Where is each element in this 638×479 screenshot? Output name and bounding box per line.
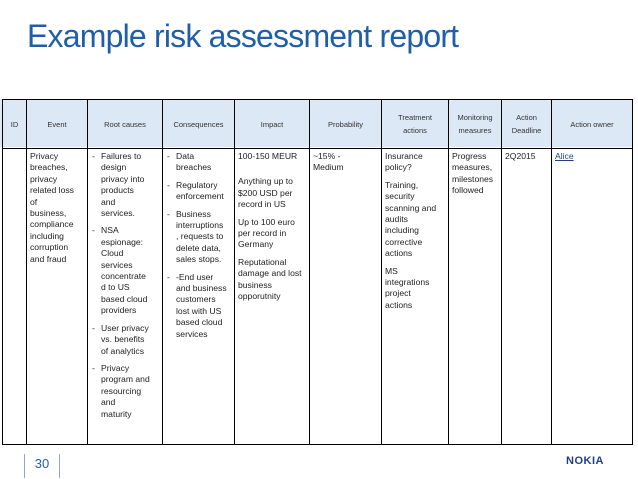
consequence-item: - -End user and business customers lost with US based cloud services xyxy=(166,272,231,340)
cell-probability: ~15% - Medium xyxy=(310,149,382,445)
root-cause-item: - Failures to design privacy into products and services. xyxy=(91,151,159,219)
column-header-event: Event xyxy=(27,100,88,149)
page-number-right-divider xyxy=(59,454,60,478)
table-row xyxy=(3,149,633,445)
impact-item: Up to 100 euro per record in Germany xyxy=(238,216,295,250)
column-header-action-deadline: Action Deadline xyxy=(502,100,552,149)
page-title: Example risk assessment report xyxy=(27,18,459,54)
root-cause-item: - Privacy program and resourcing and maturity xyxy=(91,363,159,420)
page-number-text: 30 xyxy=(34,456,50,471)
cell-root-causes xyxy=(88,149,163,445)
cell-event: Privacy breaches, privacy related loss of business, compliance including corruption and fraud xyxy=(27,149,88,445)
column-header-root-causes: Root causes xyxy=(88,100,163,149)
treatment-item: MS integrations project actions xyxy=(385,265,430,310)
cell-impact xyxy=(235,149,310,445)
consequence-item: - Business interruptions , requests to delete data, sales stops. xyxy=(166,209,231,266)
treatment-item: Insurance policy? xyxy=(385,151,423,173)
cell-treatment-actions xyxy=(382,149,449,445)
treatment-item: Training, security scanning and audits including corrective actions xyxy=(385,179,437,259)
cell-action-deadline: 2Q2015 xyxy=(502,149,552,445)
root-cause-item: - User privacy vs. benefits of analytics xyxy=(91,323,159,357)
cell-action-owner xyxy=(552,149,633,445)
column-header-action-owner: Action owner xyxy=(552,100,633,149)
column-header-treatment-actions: Treatment actions xyxy=(382,100,449,149)
consequence-item: - Regulatory enforcement xyxy=(166,180,231,203)
consequence-item: - Data breaches xyxy=(166,151,231,174)
impact-item: Anything up to $200 USD per record in US xyxy=(238,176,293,210)
page-number xyxy=(24,454,60,474)
root-cause-item: - NSA espionage: Cloud services concentrate d to US based cloud providers xyxy=(91,225,159,316)
risk-assessment-table xyxy=(2,99,633,445)
column-header-impact: Impact xyxy=(235,100,310,149)
cell-id xyxy=(3,149,27,445)
nokia-logo: NOKIA xyxy=(566,455,604,467)
cell-monitoring-measures: Progress measures, milestones followed xyxy=(449,149,502,445)
column-header-probability: Probability xyxy=(310,100,382,149)
column-header-consequences: Consequences xyxy=(163,100,235,149)
action-owner-link[interactable]: Alice xyxy=(555,151,574,161)
page-number-left-divider xyxy=(24,454,25,478)
column-header-monitoring-measures: Monitoring measures xyxy=(449,100,502,149)
column-header-id: ID xyxy=(3,100,27,149)
table-header-row xyxy=(3,100,633,149)
impact-item: Reputational damage and lost business opporutnity xyxy=(238,256,302,302)
cell-consequences xyxy=(163,149,235,445)
impact-item: 100-150 MEUR xyxy=(238,151,298,161)
